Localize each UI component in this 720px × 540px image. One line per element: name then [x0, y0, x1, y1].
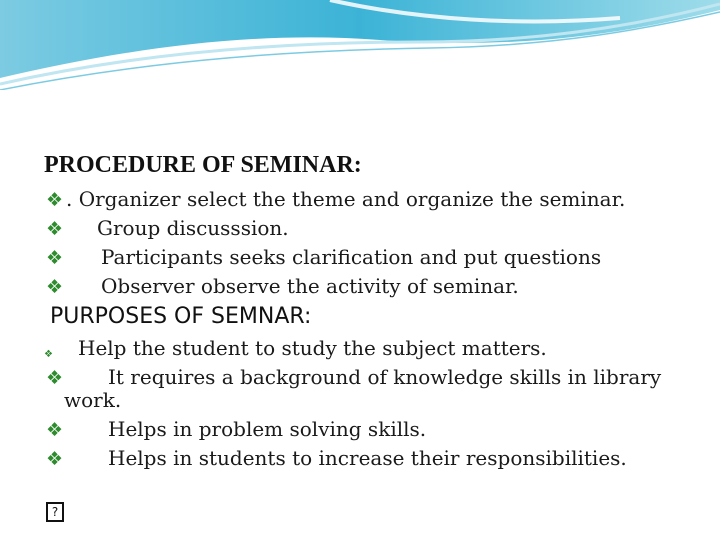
purposes-heading: PURPOSES OF SEMNAR:: [50, 304, 312, 329]
diamond-bullet-icon: ❖: [46, 247, 64, 269]
purpose-item-3: Helps in problem solving skills.: [108, 417, 427, 441]
diamond-bullet-icon: ❖: [46, 189, 64, 211]
diamond-bullet-icon: ❖: [46, 367, 64, 389]
missing-glyph-icon: ?: [46, 502, 64, 522]
diamond-bullet-icon: ❖: [46, 276, 64, 298]
procedure-heading: PROCEDURE OF SEMINAR:: [44, 152, 362, 178]
diamond-bullet-icon: ❖: [46, 448, 64, 470]
decorative-wave-banner: [0, 0, 720, 90]
diamond-bullet-icon: ❖: [46, 419, 64, 441]
procedure-item-1: . Organizer select the theme and organize the seminar.: [66, 187, 626, 211]
small-diamond-bullet-icon: ❖: [44, 349, 53, 360]
procedure-item-4: Observer observe the activity of seminar.: [101, 274, 519, 298]
purpose-item-4: Helps in students to increase their responsibilities.: [108, 446, 627, 470]
diamond-bullet-icon: ❖: [46, 218, 64, 240]
purpose-item-2-continuation: work.: [64, 388, 122, 412]
purpose-item-1: Help the student to study the subject matters.: [78, 336, 547, 360]
wave-fill: [0, 0, 720, 78]
procedure-item-2: Group discusssion.: [97, 216, 289, 240]
purpose-item-2: It requires a background of knowledge skills in library: [108, 365, 662, 389]
procedure-item-3: Participants seeks clarification and put questions: [101, 245, 602, 269]
